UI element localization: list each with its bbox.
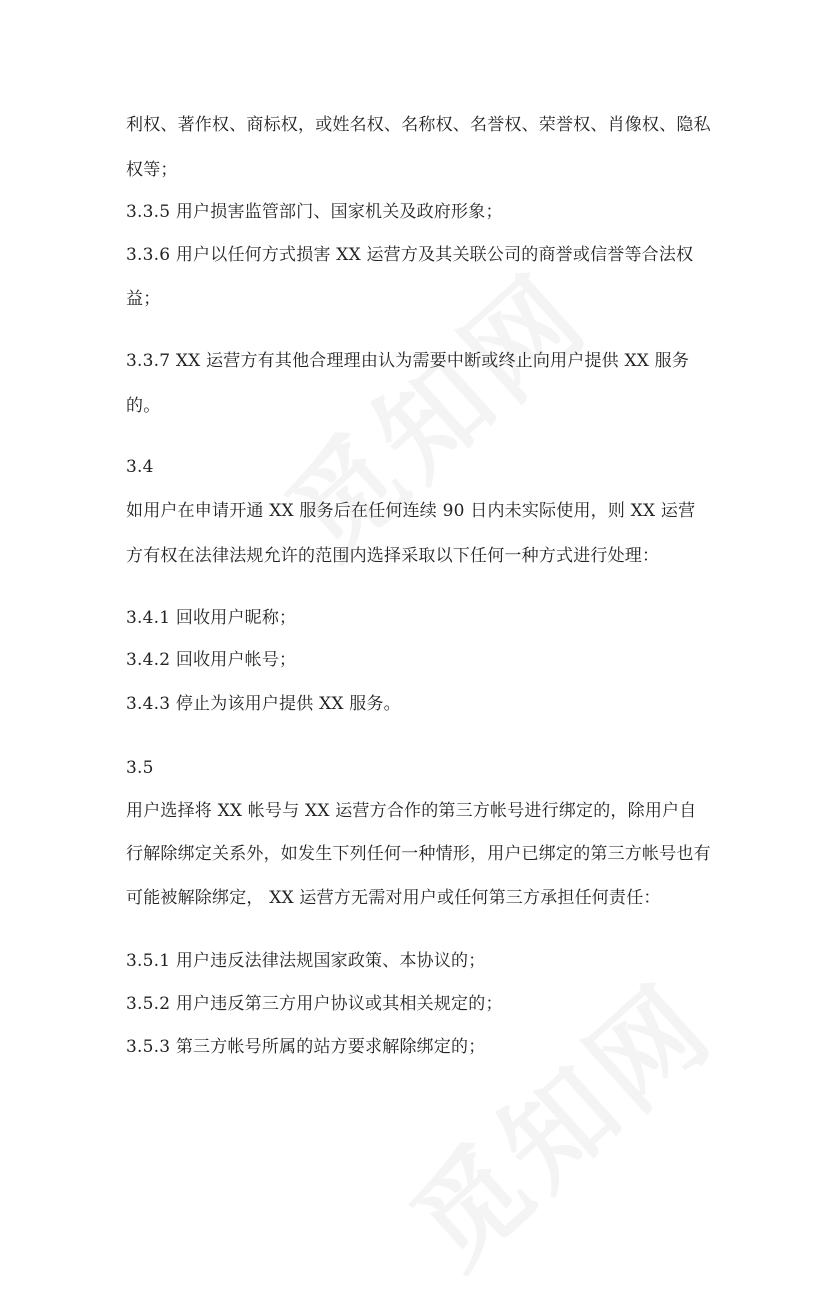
section-number: 3.5 (126, 758, 154, 778)
text-line: 如用户在申请开通 XX 服务后在任何连续 90 日内未实际使用，则 XX 运营 (126, 501, 696, 521)
text-line: 3.4.1 回收用户昵称； (126, 608, 297, 628)
text-line: 3.5.2 用户违反第三方用户协议或其相关规定的； (126, 994, 503, 1014)
text-line: 3.5.1 用户违反法律法规国家政策、本协议的； (126, 951, 486, 971)
text-line: 3.3.5 用户损害监管部门、国家机关及政府形象； (126, 202, 503, 222)
text-line: 3.3.7 XX 运营方有其他合理理由认为需要中断或终止向用户提供 XX 服务 (126, 351, 690, 371)
text-line: 行解除绑定关系外，如发生下列任何一种情形，用户已绑定的第三方帐号也有 (126, 844, 711, 864)
text-line: 的。 (126, 396, 161, 416)
section-number: 3.4 (126, 457, 154, 477)
text-line: 3.4.3 停止为该用户提供 XX 服务。 (126, 694, 401, 714)
text-line: 3.4.2 回收用户帐号； (126, 650, 297, 670)
watermark (248, 232, 617, 586)
text-line: 益； (126, 289, 161, 309)
text-line: 利权、著作权、商标权，或姓名权、名称权、名誉权、荣誉权、肖像权、隐私 (126, 115, 711, 135)
text-line: 3.5.3 第三方帐号所属的站方要求解除绑定的； (126, 1037, 486, 1057)
text-line: 可能被解除绑定， XX 运营方无需对用户或任何第三方承担任何责任： (126, 888, 661, 908)
text-line: 用户选择将 XX 帐号与 XX 运营方合作的第三方帐号进行绑定的，除用户自 (126, 801, 697, 821)
text-line: 方有权在法律法规允许的范围内选择采取以下任何一种方式进行处理： (126, 546, 660, 566)
text-line: 3.3.6 用户以任何方式损害 XX 运营方及其关联公司的商誉或信誉等合法权 (126, 245, 694, 265)
text-line: 权等； (126, 160, 178, 180)
